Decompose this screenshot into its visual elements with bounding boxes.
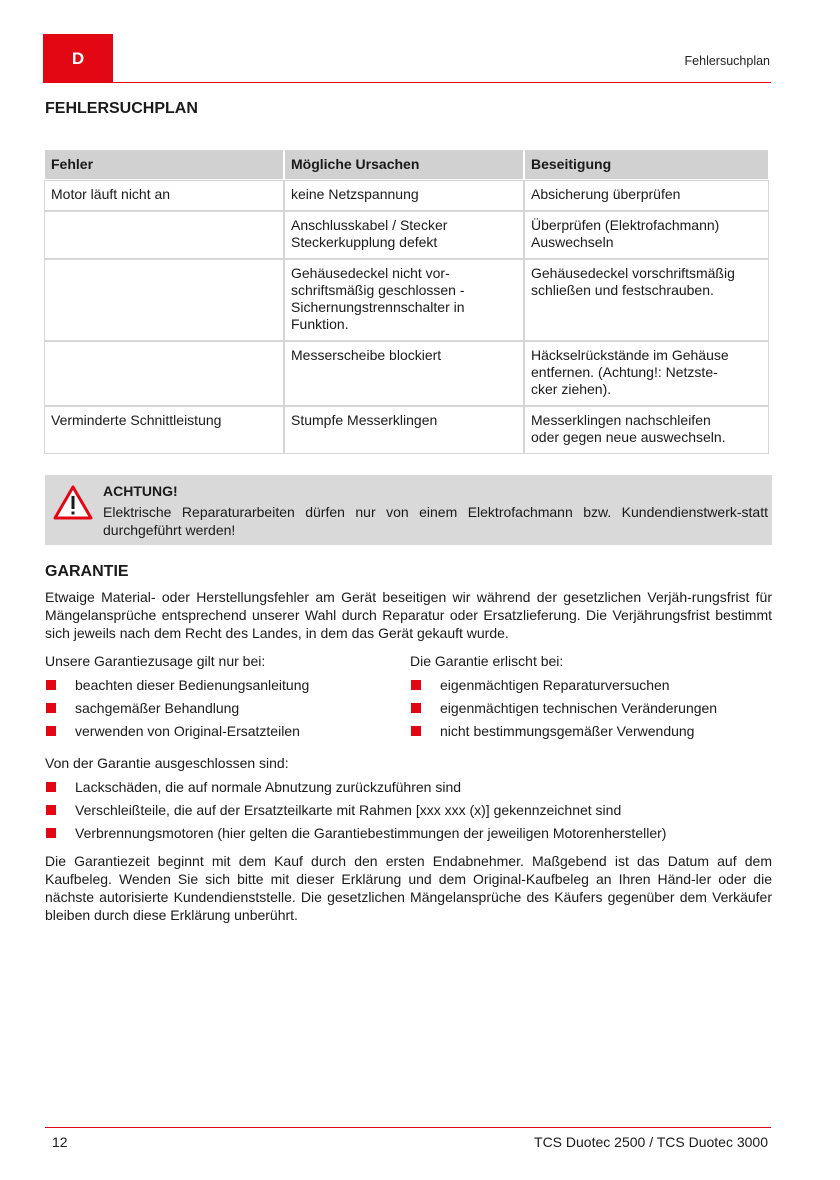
footer-model-name: TCS Duotec 2500 / TCS Duotec 3000 (534, 1134, 768, 1150)
table-cell: Häckselrückstände im Gehäuse entfernen. (Achtung!: Netzste- cker ziehen). (525, 342, 768, 405)
list-item-text: verwenden von Original-Ersatzteilen (75, 723, 300, 739)
table-cell: Anschlusskabel / Stecker Steckerkupplung defekt (285, 212, 523, 258)
warning-triangle-icon (53, 485, 93, 521)
list-item (45, 824, 772, 842)
valid-conditions (45, 652, 395, 745)
red-square-bullet-icon (411, 703, 421, 713)
table-cell: Messerklingen nachschleifen oder gegen neue auswechseln. (525, 407, 768, 453)
red-square-bullet-icon (411, 726, 421, 736)
list-item (410, 699, 772, 717)
list-item-text: beachten dieser Bedienungsanleitung (75, 677, 310, 693)
valid-lead: Unsere Garantiezusage gilt nur bei: (45, 653, 266, 669)
void-conditions (410, 652, 772, 745)
fault-table-header-row (45, 150, 768, 179)
footer-rule (45, 1127, 771, 1128)
red-square-bullet-icon (46, 828, 56, 838)
header-section-title: Fehlersuchplan (684, 54, 770, 68)
table-row (45, 181, 768, 210)
list-item-text: eigenmächtigen Reparaturversuchen (440, 677, 670, 693)
red-square-bullet-icon (46, 703, 56, 713)
list-item (410, 722, 772, 740)
table-cell: Überprüfen (Elektrofachmann) Auswechseln (525, 212, 768, 258)
table-cell: Gehäusedeckel nicht vor- schriftsmäßig geschlossen - Sichernungstrennschalter in Funktion. (285, 260, 523, 340)
void-lead: Die Garantie erlischt bei: (410, 653, 564, 669)
warning-text: Elektrische Reparaturarbeiten dürfen nur von einem Elektrofachmann bzw. Kundendienstwerk-statt durchgeführt werden! (103, 504, 768, 538)
valid-list (45, 676, 395, 740)
red-square-bullet-icon (46, 782, 56, 792)
list-item-text: sachgemäßer Behandlung (75, 700, 240, 716)
table-row (45, 260, 768, 340)
list-item (45, 801, 772, 819)
table-cell: Absicherung überprüfen (525, 181, 768, 210)
list-item-text: Verbrennungsmotoren (hier gelten die Garantiebestimmungen der jeweiligen Motorenhersteller) (75, 825, 667, 841)
list-item-text: eigenmächtigen technischen Veränderungen (440, 700, 718, 716)
red-square-bullet-icon (46, 680, 56, 690)
warning-box (45, 475, 772, 545)
page-title: FEHLERSUCHPLAN (45, 100, 198, 117)
language-tab: D (43, 34, 113, 83)
excluded-list (45, 778, 772, 842)
list-item-text: Lackschäden, die auf normale Abnutzung zurückzuführen sind (75, 779, 462, 795)
red-square-bullet-icon (46, 805, 56, 815)
column-header: Mögliche Ursachen (285, 150, 523, 179)
page-number: 12 (52, 1134, 68, 1150)
table-cell: keine Netzspannung (285, 181, 523, 210)
excluded-items (45, 754, 772, 847)
table-cell (45, 260, 283, 340)
header-rule (113, 82, 771, 83)
table-cell (45, 342, 283, 405)
column-header: Beseitigung (525, 150, 768, 179)
table-cell (45, 212, 283, 258)
fault-table (43, 148, 770, 455)
table-cell: Motor läuft nicht an (45, 181, 283, 210)
list-item-text: nicht bestimmungsgemäßer Verwendung (440, 723, 695, 739)
list-item-text: Verschleißteile, die auf der Ersatzteilkarte mit Rahmen [xxx xxx (x)] gekennzeichnet sind (75, 802, 622, 818)
table-row (45, 407, 768, 453)
table-row (45, 342, 768, 405)
table-row (45, 212, 768, 258)
list-item (45, 722, 395, 740)
red-square-bullet-icon (46, 726, 56, 736)
table-cell: Messerscheibe blockiert (285, 342, 523, 405)
garantie-intro: Etwaige Material- oder Herstellungsfehler am Gerät beseitigen wir während der gesetzlichen Verjäh-rungsfrist für Mängelansprüche entsprechend unserer Wahl durch Reparatur oder Ersatzlieferung. Die Verjährungsfrist bestimmt sich jeweils nach dem Recht des Landes, in dem das Gerät gekauft wurde. (45, 589, 772, 641)
table-cell: Verminderte Schnittleistung (45, 407, 283, 453)
warning-title: ACHTUNG! (103, 483, 178, 499)
list-item (45, 699, 395, 717)
void-list (410, 676, 772, 740)
column-header: Fehler (45, 150, 283, 179)
red-square-bullet-icon (411, 680, 421, 690)
list-item (410, 676, 772, 694)
list-item (45, 778, 772, 796)
excluded-lead: Von der Garantie ausgeschlossen sind: (45, 755, 289, 771)
list-item (45, 676, 395, 694)
garantie-heading: GARANTIE (45, 563, 129, 580)
table-cell: Stumpfe Messerklingen (285, 407, 523, 453)
garantie-closing: Die Garantiezeit beginnt mit dem Kauf durch den ersten Endabnehmer. Maßgebend ist das Datum auf dem Kaufbeleg. Wenden Sie sich bitte mit dieser Erklärung und dem Original-Kaufbeleg an Ihren Händ-ler oder die nächste autorisierte Kundendienststelle. Die gesetzlichen Mängelansprüche des Käufers gegenüber dem Verkäufer bleiben durch diese Erklärung unberührt. (45, 853, 772, 923)
table-cell: Gehäusedeckel vorschriftsmäßig schließen und festschrauben. (525, 260, 768, 340)
